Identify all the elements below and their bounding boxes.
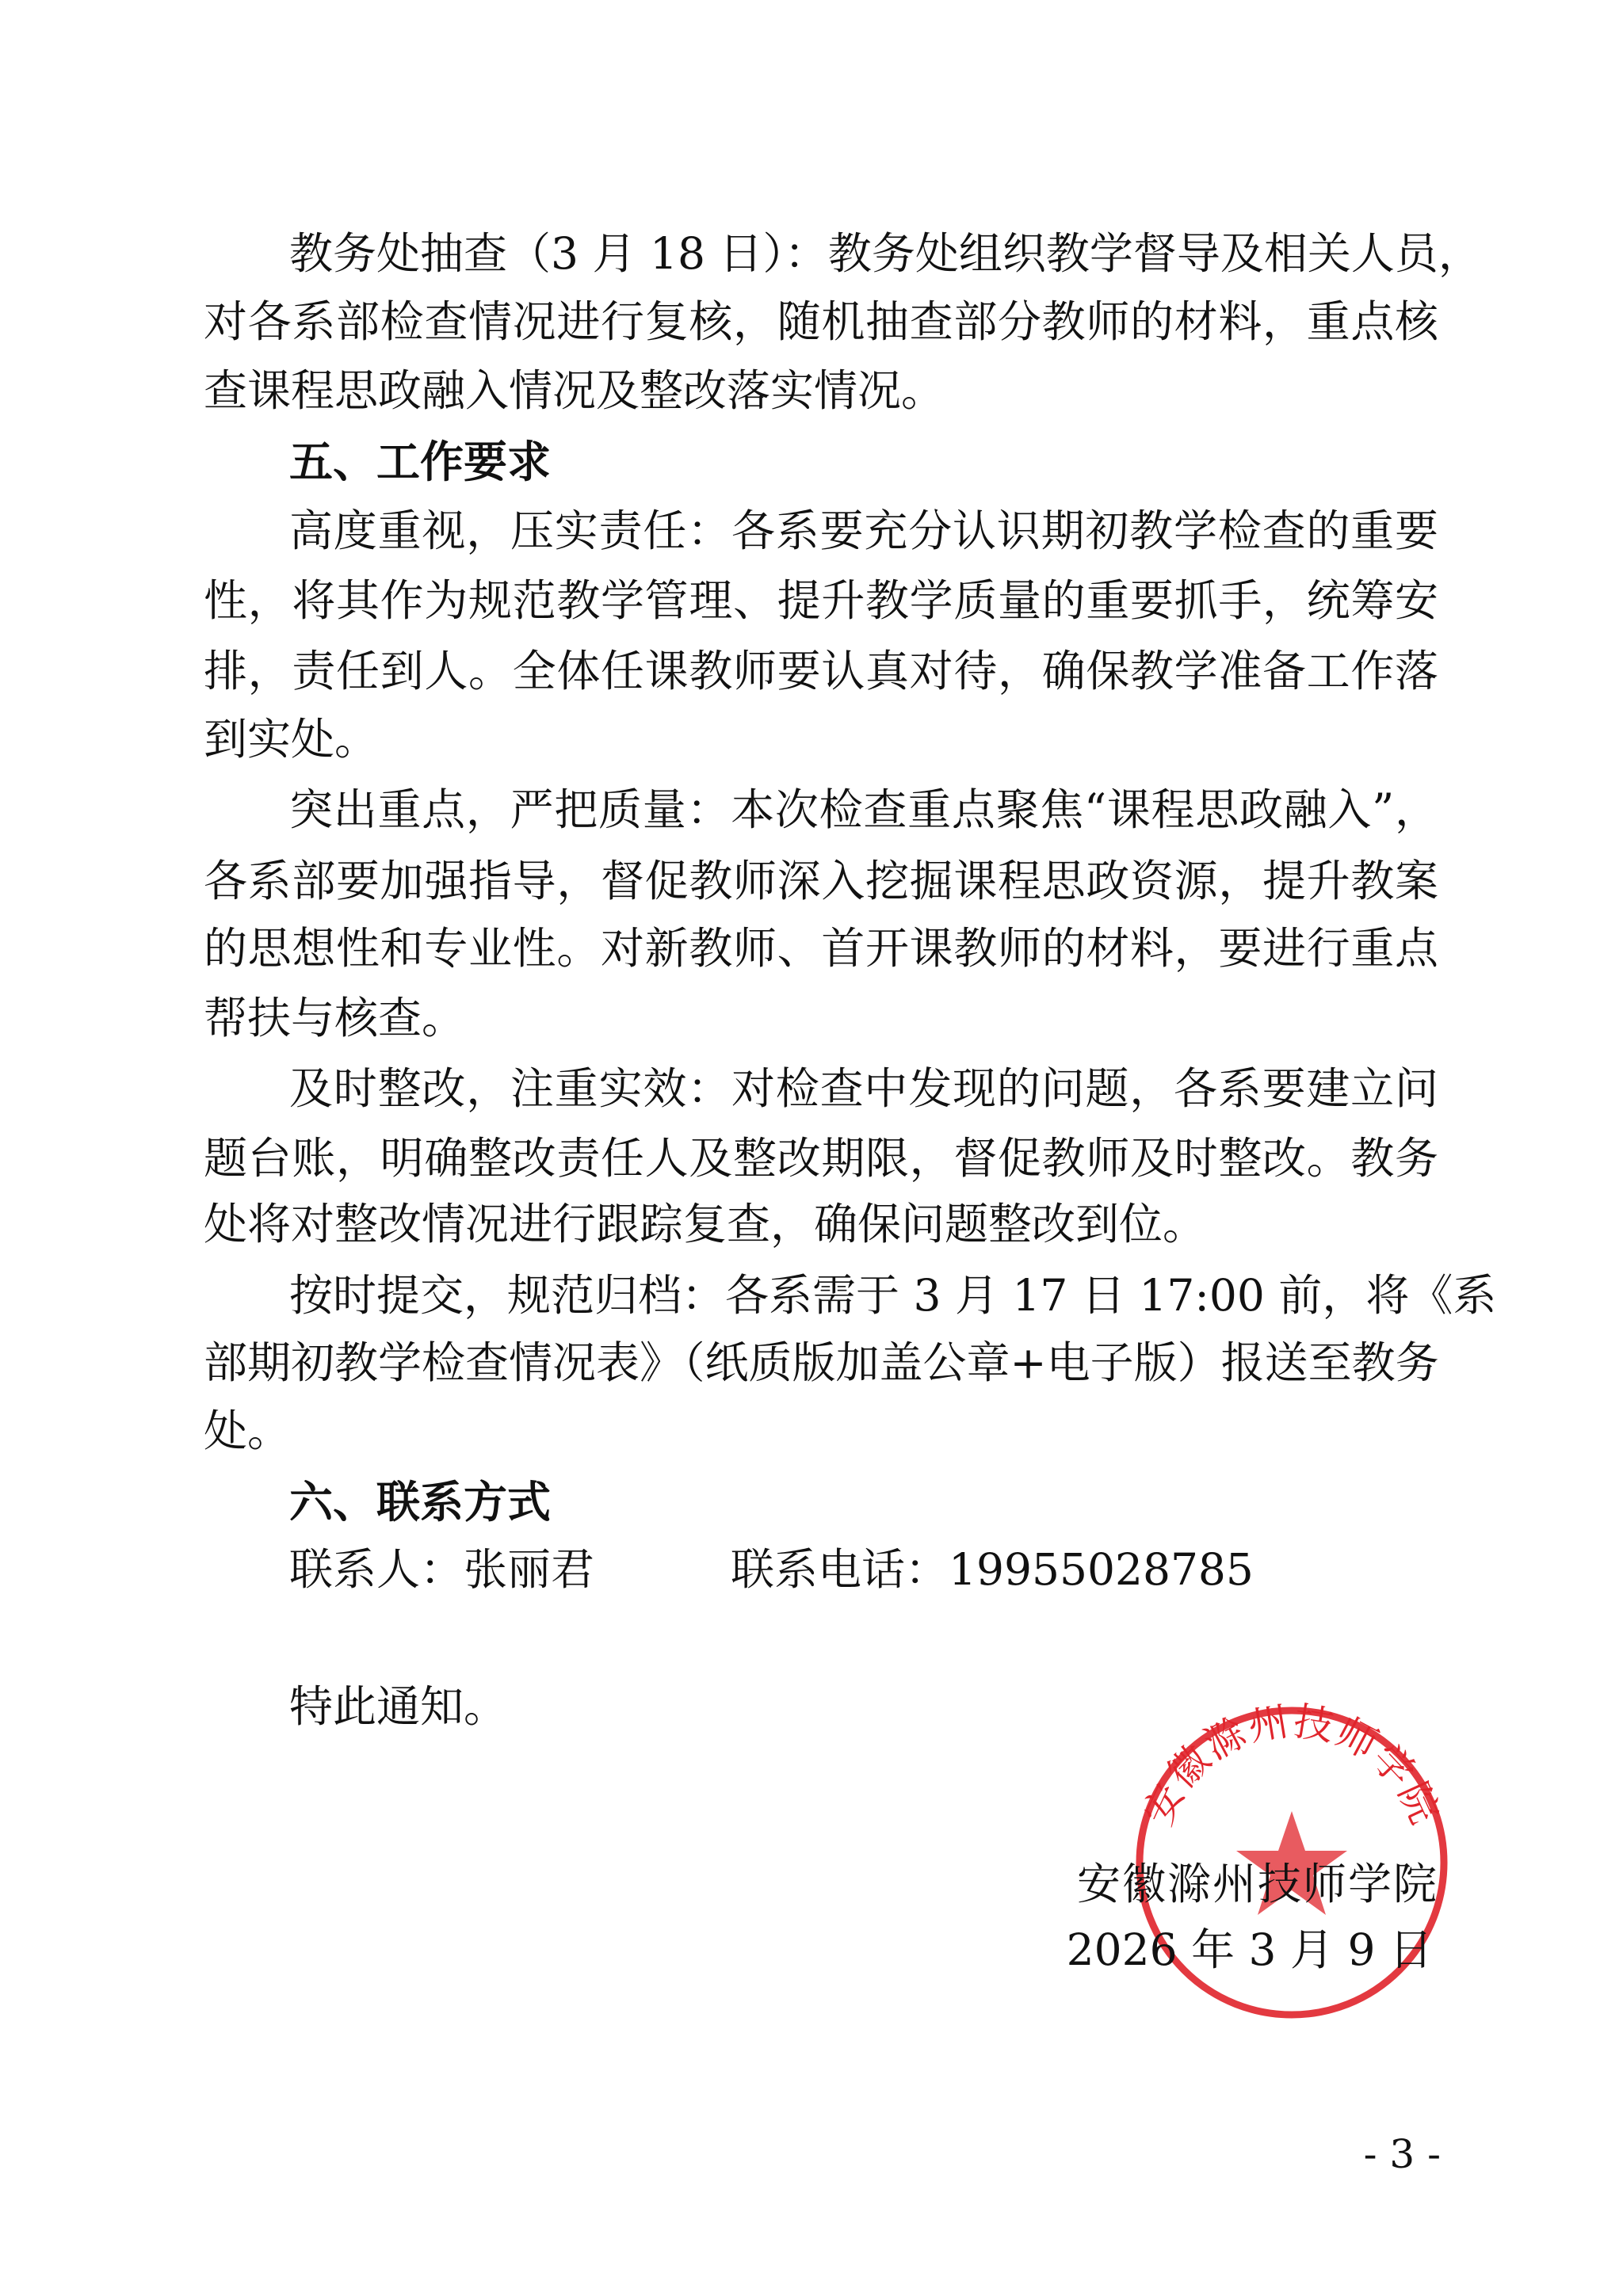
seal-text: 安徽滁州技师学院	[1135, 1700, 1449, 1833]
paragraph-line: 查课程思政融入情况及整改落实情况。	[204, 365, 945, 416]
section-heading: 六、联系方式	[289, 1477, 552, 1527]
page-number: - 3 -	[1363, 2131, 1441, 2177]
paragraph-line: 题台账，明确整改责任人及整改期限，督促教师及时整改。教务	[204, 1133, 1438, 1184]
paragraph-line: 各系部要加强指导，督促教师深入挖掘课程思政资源，提升教案	[204, 856, 1438, 906]
paragraph-line: 及时整改，注重实效：对检查中发现的问题，各系要建立问	[289, 1063, 1438, 1114]
paragraph-line: 处。	[204, 1405, 292, 1456]
paragraph-line: 处将对整改情况进行跟踪复查，确保问题整改到位。	[204, 1199, 1207, 1249]
contact-phone: 联系电话：19955028785	[731, 1544, 1254, 1595]
paragraph-line: 部期初教学检查情况表》（纸质版加盖公章+电子版）报送至教务	[204, 1337, 1439, 1388]
paragraph-line: 性，将其作为规范教学管理、提升教学质量的重要抓手，统筹安	[204, 575, 1438, 626]
signature-org: 安徽滁州技师学院	[1076, 1859, 1438, 1909]
signature-date: 2026 年 3 月 9 日	[1066, 1924, 1433, 1975]
paragraph-line: 到实处。	[204, 714, 379, 765]
section-heading: 五、工作要求	[289, 437, 552, 487]
paragraph-line: 帮扶与核查。	[204, 993, 466, 1043]
closing-text: 特此通知。	[289, 1681, 508, 1732]
paragraph-line: 排，责任到人。全体任课教师要认真对待，确保教学准备工作落	[204, 646, 1438, 696]
paragraph-line: 按时提交，规范归档：各系需于 3 月 17 日 17:00 前，将《系	[289, 1270, 1497, 1321]
paragraph-line: 对各系部检查情况进行复核，随机抽查部分教师的材料，重点核	[204, 296, 1438, 347]
contact-person: 联系人：张丽君	[289, 1544, 595, 1595]
paragraph-line: 的思想性和专业性。对新教师、首开课教师的材料，要进行重点	[204, 923, 1438, 974]
paragraph-line: 教务处抽查（3 月 18 日）：教务处组织教学督导及相关人员，	[289, 228, 1482, 279]
paragraph-line: 高度重视，压实责任：各系要充分认识期初教学检查的重要	[289, 505, 1438, 556]
paragraph-line: 突出重点，严把质量：本次检查重点聚焦“课程思政融入”，	[289, 784, 1438, 835]
